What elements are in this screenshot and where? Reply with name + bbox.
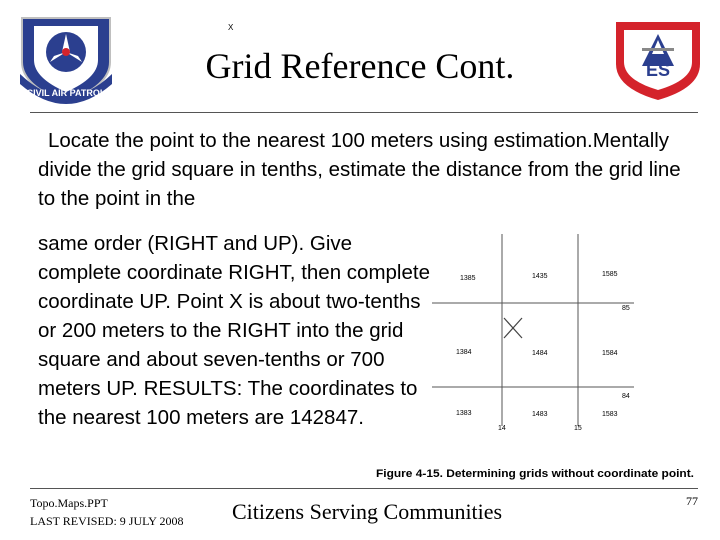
square-label-1584: 1584 bbox=[602, 350, 618, 357]
footer-divider bbox=[30, 488, 698, 489]
civil-air-patrol-logo bbox=[14, 14, 118, 104]
grid-label-15: 15 bbox=[574, 425, 582, 432]
square-label-1585: 1585 bbox=[602, 271, 618, 278]
figure-caption: Figure 4-15. Determining grids without coordinate point. bbox=[376, 468, 694, 480]
logo-left-text: CIVIL AIR PATROL bbox=[26, 88, 106, 98]
body-paragraph-1 bbox=[38, 126, 698, 213]
footer-file-name: Topo.Maps.PPT bbox=[30, 496, 108, 510]
slide-title: Grid Reference Cont. bbox=[205, 46, 515, 86]
emergency-services-logo bbox=[612, 18, 704, 102]
easting-label-85: 85 bbox=[622, 305, 630, 312]
square-label-1385: 1385 bbox=[460, 275, 476, 282]
square-label-1383: 1383 bbox=[456, 410, 472, 417]
easting-label-84: 84 bbox=[622, 393, 630, 400]
point-x-marker bbox=[504, 318, 522, 338]
square-label-1583: 1583 bbox=[602, 411, 618, 418]
body-paragraph-1-text: Locate the point to the nearest 100 meters using estimation.Mentally divide the grid square in tenths, estimate the distance from the grid line to the point in the bbox=[38, 129, 681, 210]
footer-revised-date: LAST REVISED: 9 JULY 2008 bbox=[30, 514, 184, 528]
logo-right-text: ES bbox=[645, 60, 671, 80]
title-divider bbox=[30, 112, 698, 113]
point-x-label: X bbox=[228, 23, 234, 32]
body-paragraph-2: same order (RIGHT and UP). Give complete coordinate RIGHT, then complete coordinate UP. Point X is about two-tenths or 200 meters to the RIGHT into the grid square and about seven-tenths or 700 meters UP. RESULTS: The coordinates to the nearest 100 meters are 142847. bbox=[38, 232, 430, 429]
grid-label-14: 14 bbox=[498, 425, 506, 432]
page-number: 77 bbox=[686, 494, 698, 508]
square-label-1435: 1435 bbox=[532, 273, 548, 280]
square-label-1384: 1384 bbox=[456, 349, 472, 356]
square-label-1484: 1484 bbox=[532, 350, 548, 357]
footer-motto: Citizens Serving Communities bbox=[232, 499, 503, 524]
square-label-1483: 1483 bbox=[532, 411, 548, 418]
footer-file-info bbox=[30, 494, 183, 530]
